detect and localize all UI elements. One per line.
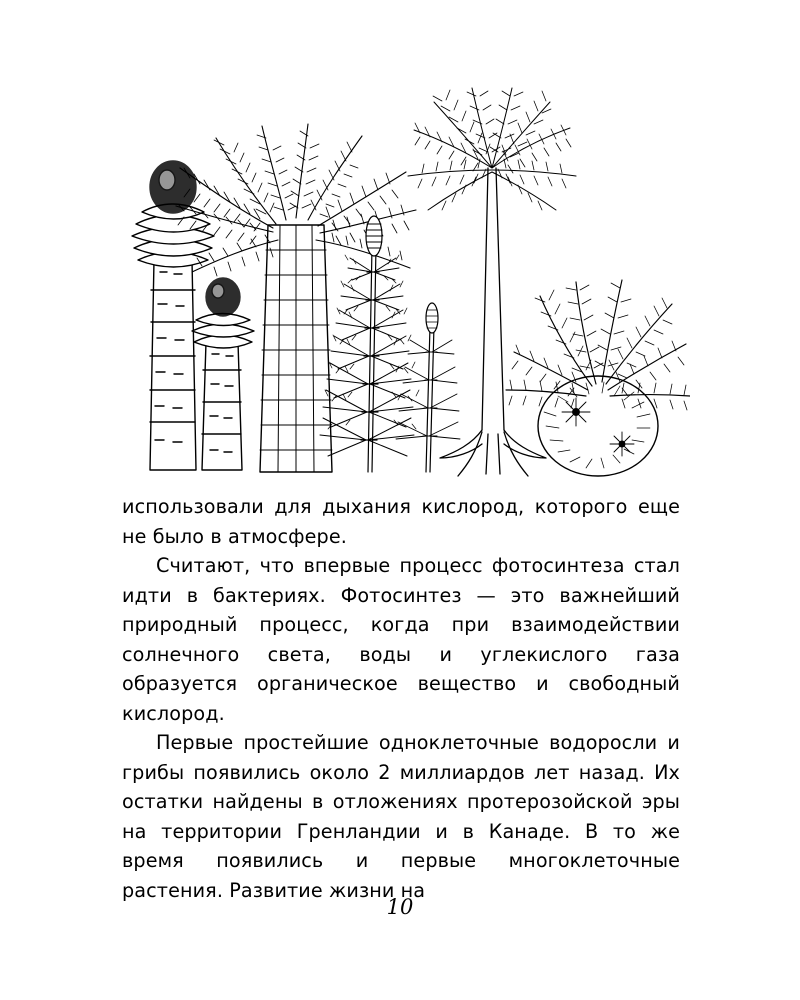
cycad-trunk-small [192, 278, 254, 470]
paragraph-1: использовали для дыхания кислород, которого еще не было в атмосфере. [122, 495, 680, 548]
page-number: 10 [386, 895, 414, 919]
prehistoric-plants-illustration [110, 60, 690, 480]
spiky-cycad-bush [506, 280, 690, 476]
paragraph-2: Считают, что впервые процесс фотосинтеза стал идти в бактериях. Фотосинтез — это важнейший природный процесс, когда при взаимодействии солнечного света, воды и углекислого газа образуется органическое вещество и свободный кислород. [122, 554, 680, 725]
cycad-trunk-left [132, 161, 214, 470]
paragraph-3: Первые простейшие одноклеточные водоросли и грибы появились около 2 миллиардов лет назад. Их остатки найдены в отложениях протерозойской эры на территории Гренландии и в Канаде. В то же время появились и первые многоклеточные растения. Развитие жизни на [122, 731, 680, 902]
body-text [122, 492, 680, 905]
